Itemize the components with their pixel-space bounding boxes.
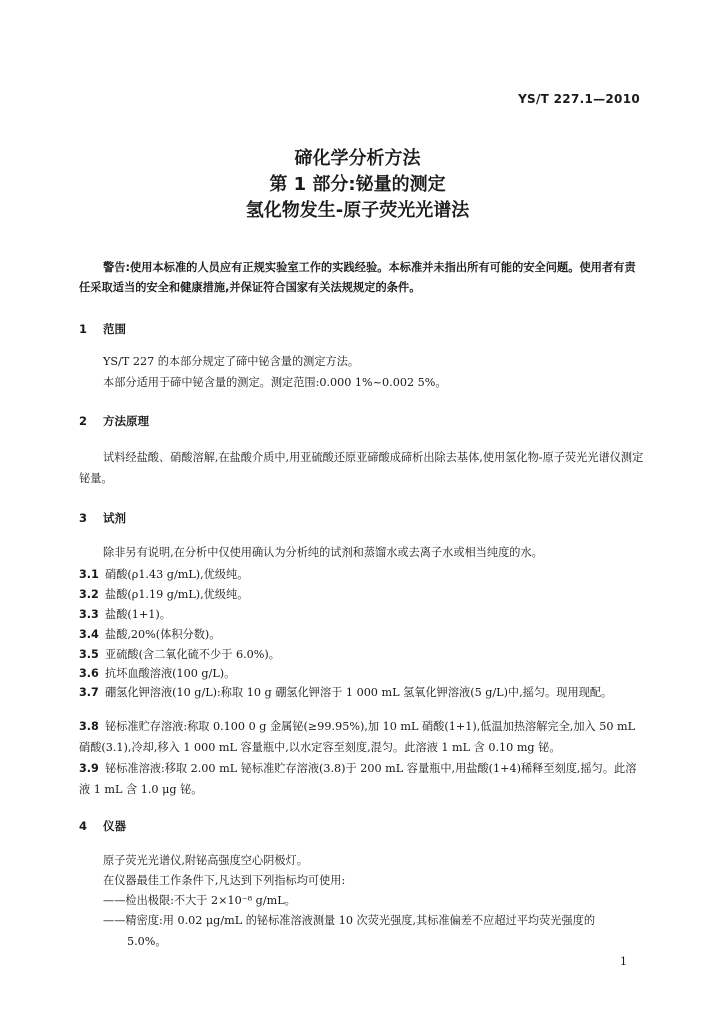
reagent-text: 盐酸(ρ1.19 g/mL),优级纯。 [105, 588, 249, 601]
section-2-paragraph: 试料经盐酸、硝酸溶解,在盐酸介质中,用亚硫酸还原亚碲酸成碲析出除去基体,使用氢化物-原子荧光光谱仪测定铋量。 [79, 451, 644, 485]
reagent-item [79, 683, 645, 704]
reagent-item [79, 664, 645, 685]
section-1-paragraph-2: 本部分适用于碲中铋含量的测定。测定范围:0.000 1%~0.002 5%。 [103, 376, 447, 389]
reagent-number: 3.2 [79, 588, 99, 601]
reagent-text: 硼氢化钾溶液(10 g/L):称取 10 g 硼氢化钾溶于 1 000 mL 氢氧化钾溶液(5 g/L)中,摇匀。现用现配。 [105, 686, 613, 699]
title-part: 第 1 部分:铋量的测定 [269, 174, 446, 195]
page-number: 1 [620, 955, 627, 968]
reagent-number: 3.5 [79, 648, 99, 661]
reagent-item [79, 565, 645, 586]
section-3-intro: 除非另有说明,在分析中仅使用确认为分析纯的试剂和蒸馏水或去离子水或相当纯度的水。 [103, 546, 543, 559]
section-3-heading [79, 510, 126, 526]
reagent-number: 3.3 [79, 608, 99, 621]
section-1-paragraph-1: YS/T 227 的本部分规定了碲中铋含量的测定方法。 [103, 355, 360, 368]
reagent-number: 3.4 [79, 628, 99, 641]
precision-line-2: 5.0%。 [127, 934, 167, 948]
instrument-spec-detection-limit: ——检出极限:不大于 2×10⁻⁸ g/mL。 [103, 894, 296, 907]
section-1-heading [79, 321, 126, 337]
reagent-number: 3.8 [79, 720, 99, 733]
reagent-number: 3.1 [79, 568, 99, 581]
reagent-text: 盐酸(1+1)。 [105, 608, 171, 621]
section-2-number: 2 [79, 414, 88, 428]
reagent-item [79, 605, 645, 626]
reagent-item [79, 717, 645, 758]
reagent-item [79, 645, 645, 666]
title-method: 氢化物发生-原子荧光光谱法 [245, 200, 470, 221]
section-4-paragraph-2: 在仪器最佳工作条件下,凡达到下列指标均可使用: [103, 874, 346, 887]
section-2-heading [79, 413, 149, 429]
reagent-item [79, 585, 645, 606]
section-4-heading [79, 818, 126, 834]
instrument-spec-precision [103, 911, 645, 952]
section-3-number: 3 [79, 511, 88, 525]
reagent-text: 铋标准溶液:移取 2.00 mL 铋标准贮存溶液(3.8)于 200 mL 容量瓶中,用盐酸(1+4)稀释至刻度,摇匀。此溶液 1 mL 含 1.0 μg 铋。 [79, 762, 637, 796]
title-block [0, 146, 715, 224]
reagent-number: 3.9 [79, 762, 99, 775]
reagent-text: 铋标准贮存溶液:称取 0.100 0 g 金属铋(≥99.95%),加 10 mL 硝酸(1+1),低温加热溶解完全,加入 50 mL 硝酸(3.1),冷却,移入 1 000 mL 容量瓶中,以水定容至刻度,混匀。此溶液 1 mL 含 0.10 mg 铋。 [79, 720, 636, 754]
section-1-number: 1 [79, 322, 88, 336]
section-4-number: 4 [79, 819, 88, 833]
precision-line-1: ——精密度:用 0.02 μg/mL 的铋标准溶液测量 10 次荧光强度,其标准偏差不应超过平均荧光强度的 [103, 914, 596, 927]
section-3-title: 试剂 [103, 511, 126, 525]
title-main: 碲化学分析方法 [294, 148, 421, 169]
reagent-item [79, 759, 645, 800]
warning-paragraph: 警告:使用本标准的人员应有正规实验室工作的实践经验。本标准并未指出所有可能的安全问题。使用者有责任采取适当的安全和健康措施,并保证符合国家有关法规规定的条件。 [79, 261, 636, 294]
section-4-paragraph-1: 原子荧光光谱仪,附铋高强度空心阴极灯。 [103, 854, 308, 867]
reagent-number: 3.6 [79, 667, 99, 680]
reagent-text: 盐酸,20%(体积分数)。 [105, 628, 221, 641]
section-1-title: 范围 [103, 322, 126, 336]
section-4-title: 仪器 [103, 819, 126, 833]
reagent-number: 3.7 [79, 686, 99, 699]
section-2-title: 方法原理 [103, 414, 149, 428]
reagent-text: 抗坏血酸溶液(100 g/L)。 [105, 667, 236, 680]
reagent-text: 硝酸(ρ1.43 g/mL),优级纯。 [105, 568, 249, 581]
reagent-text: 亚硫酸(含二氧化硫不少于 6.0%)。 [105, 648, 280, 661]
reagent-item [79, 625, 645, 646]
standard-number: YS/T 227.1—2010 [518, 92, 640, 106]
